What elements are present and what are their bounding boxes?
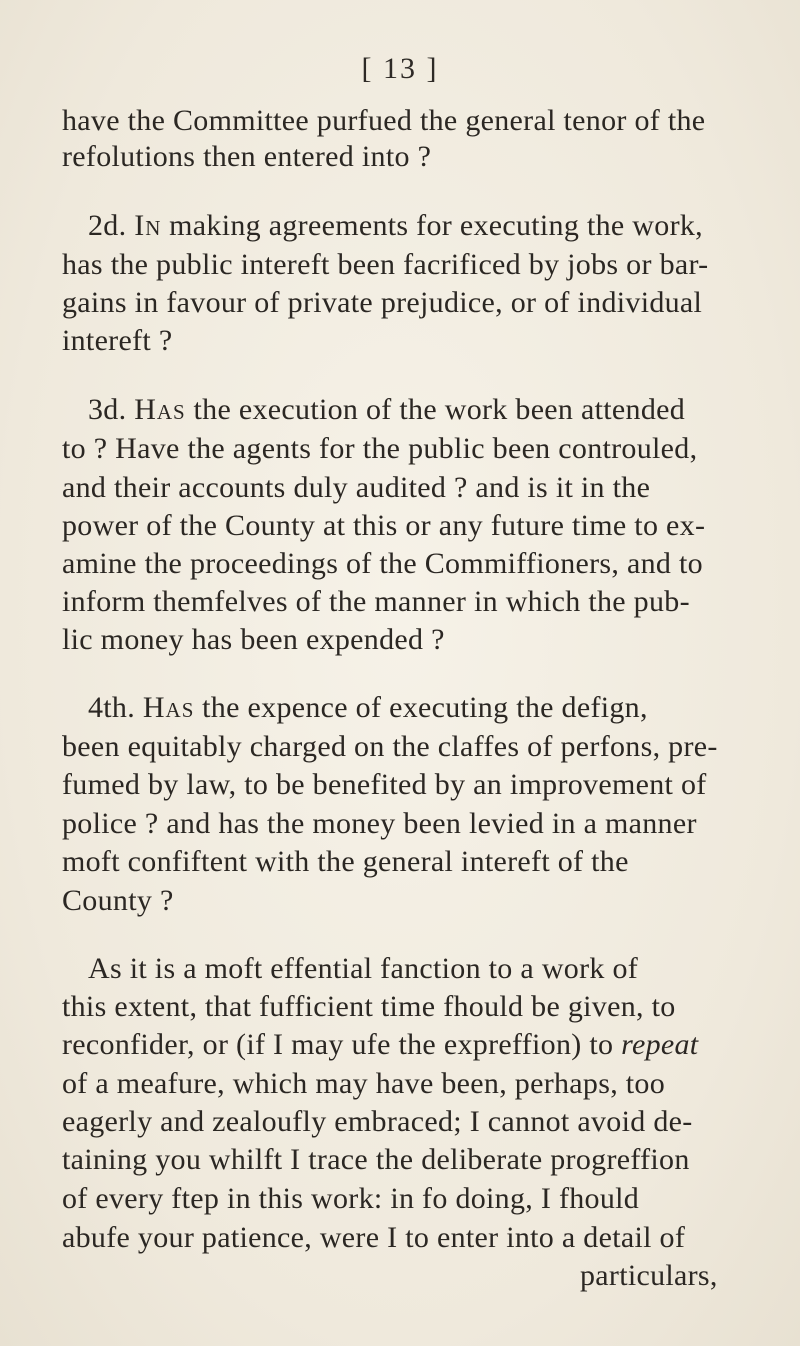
- text-line: amine the proceedings of the Commiffioners, and to: [62, 547, 703, 580]
- text-line: been equitably charged on the claffes of perfons, pre-: [62, 730, 718, 763]
- page-number: [ 13 ]: [361, 52, 439, 85]
- small-caps-word: Has: [134, 393, 186, 426]
- text-line: intereft ?: [62, 324, 173, 357]
- text-line: power of the County at this or any future time to ex-: [62, 509, 706, 542]
- text-line: refolutions then entered into ?: [62, 140, 432, 173]
- text-line: has the public intereft been facrificed by jobs or bar-: [62, 248, 709, 281]
- ordinal: 3d.: [88, 393, 127, 426]
- text-line: have the Committee purfued the general tenor of the: [62, 104, 706, 137]
- text-line: County ?: [62, 884, 174, 917]
- small-caps-word: In: [134, 209, 162, 242]
- text-line: eagerly and zealoufly embraced; I cannot avoid de-: [62, 1105, 693, 1138]
- text-line: to ? Have the agents for the public been controuled,: [62, 432, 698, 465]
- text-run: the execution of the work been attended: [185, 393, 686, 426]
- paragraph-2-lead: [88, 208, 703, 244]
- text-line: As it is a moft effential fanction to a work of: [88, 952, 639, 985]
- paragraph-4-lead: [88, 690, 648, 726]
- text-line: this extent, that fufficient time fhould be given, to: [62, 990, 676, 1023]
- text-line: and their accounts duly audited ? and is it in the: [62, 471, 651, 504]
- text-line: fumed by law, to be benefited by an improvement of: [62, 768, 707, 801]
- text-line: inform themfelves of the manner in which the pub-: [62, 585, 690, 618]
- text-line: of a meafure, which may have been, perhaps, too: [62, 1067, 666, 1100]
- ordinal: 2d.: [88, 209, 127, 242]
- text-line: lic money has been expended ?: [62, 623, 445, 656]
- text-line: gains in favour of private prejudice, or of individual: [62, 286, 703, 319]
- text-line: [62, 1027, 698, 1063]
- text-line: taining you whilft I trace the deliberate progreffion: [62, 1143, 690, 1176]
- ordinal: 4th.: [88, 691, 136, 724]
- paragraph-3-lead: [88, 392, 685, 428]
- italic-word: repeat: [621, 1028, 699, 1061]
- text-line: moft confiftent with the general intereft of the: [62, 845, 629, 878]
- text-run: the expence of executing the defign,: [194, 691, 648, 724]
- text-run: reconfider, or (if I may ufe the expreffion) to: [62, 1028, 614, 1061]
- text-line: police ? and has the money been levied in a manner: [62, 807, 697, 840]
- text-run: making agreements for executing the work,: [161, 209, 703, 242]
- catchword: particulars,: [580, 1259, 718, 1292]
- text-line: of every ftep in this work: in fo doing, I fhould: [62, 1182, 640, 1215]
- small-caps-word: Has: [142, 691, 195, 724]
- text-line: abufe your patience, were I to enter into a detail of: [62, 1221, 686, 1254]
